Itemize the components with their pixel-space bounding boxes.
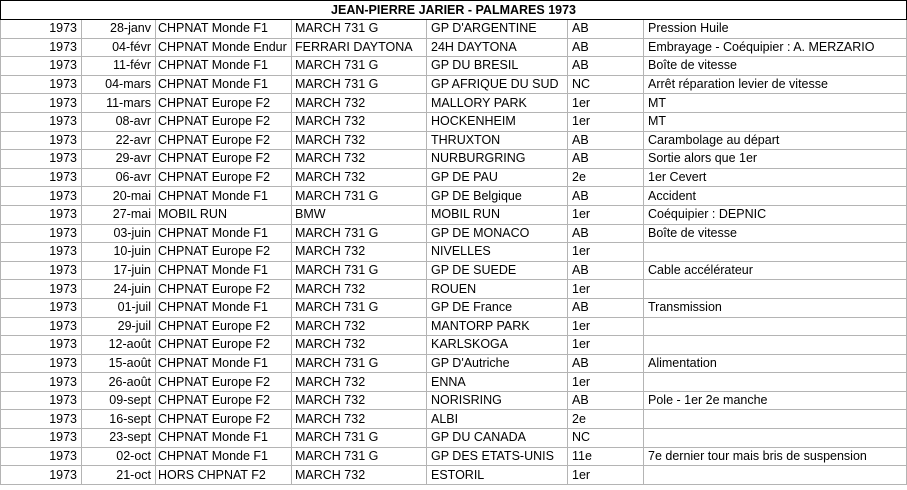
date-cell[interactable]: 29-juil xyxy=(82,317,156,336)
event-cell[interactable]: MANTORP PARK xyxy=(427,317,568,336)
event-cell[interactable]: ALBI xyxy=(427,410,568,429)
car-cell[interactable]: FERRARI DAYTONA xyxy=(292,38,427,57)
category-cell[interactable]: CHPNAT Monde F1 xyxy=(156,298,292,317)
event-cell[interactable]: 24H DAYTONA xyxy=(427,38,568,57)
result-cell[interactable]: AB xyxy=(568,261,644,280)
date-cell[interactable]: 28-janv xyxy=(82,20,156,39)
result-cell[interactable]: 1er xyxy=(568,112,644,131)
car-cell[interactable]: MARCH 731 G xyxy=(292,187,427,206)
date-cell[interactable]: 22-avr xyxy=(82,131,156,150)
result-cell[interactable]: 1er xyxy=(568,280,644,299)
notes-cell[interactable]: Carambolage au départ xyxy=(644,131,907,150)
table-row xyxy=(1,354,907,373)
notes-cell[interactable] xyxy=(644,336,907,355)
year-cell[interactable]: 1973 xyxy=(1,168,82,187)
category-cell[interactable]: CHPNAT Monde F1 xyxy=(156,224,292,243)
car-cell[interactable]: MARCH 731 G xyxy=(292,261,427,280)
result-cell[interactable]: 2e xyxy=(568,410,644,429)
year-cell[interactable]: 1973 xyxy=(1,112,82,131)
car-cell[interactable]: MARCH 732 xyxy=(292,131,427,150)
result-cell[interactable]: AB xyxy=(568,150,644,169)
category-cell[interactable]: CHPNAT Europe F2 xyxy=(156,150,292,169)
result-cell[interactable]: AB xyxy=(568,298,644,317)
event-cell[interactable]: NIVELLES xyxy=(427,243,568,262)
year-cell[interactable]: 1973 xyxy=(1,187,82,206)
table-row xyxy=(1,447,907,466)
table-row xyxy=(1,57,907,76)
table-row xyxy=(1,20,907,39)
event-cell[interactable]: GP D'Autriche xyxy=(427,354,568,373)
category-cell[interactable]: CHPNAT Europe F2 xyxy=(156,112,292,131)
date-cell[interactable]: 02-oct xyxy=(82,447,156,466)
table-row xyxy=(1,131,907,150)
event-cell[interactable]: ENNA xyxy=(427,373,568,392)
result-cell[interactable]: 1er xyxy=(568,336,644,355)
category-cell[interactable]: HORS CHPNAT F2 xyxy=(156,466,292,485)
category-cell[interactable]: CHPNAT Monde F1 xyxy=(156,261,292,280)
table-row xyxy=(1,298,907,317)
year-cell[interactable]: 1973 xyxy=(1,75,82,94)
car-cell[interactable]: BMW xyxy=(292,205,427,224)
table-row xyxy=(1,280,907,299)
year-cell[interactable]: 1973 xyxy=(1,298,82,317)
notes-cell[interactable]: MT xyxy=(644,94,907,113)
date-cell[interactable]: 17-juin xyxy=(82,261,156,280)
year-cell[interactable]: 1973 xyxy=(1,38,82,57)
table-row xyxy=(1,94,907,113)
table-row xyxy=(1,261,907,280)
result-cell[interactable]: AB xyxy=(568,57,644,76)
car-cell[interactable]: MARCH 732 xyxy=(292,112,427,131)
notes-cell[interactable]: Sortie alors que 1er xyxy=(644,150,907,169)
category-cell[interactable]: CHPNAT Monde F1 xyxy=(156,354,292,373)
notes-cell[interactable] xyxy=(644,373,907,392)
category-cell[interactable]: CHPNAT Europe F2 xyxy=(156,391,292,410)
result-cell[interactable]: 1er xyxy=(568,373,644,392)
year-cell[interactable]: 1973 xyxy=(1,94,82,113)
date-cell[interactable]: 04-févr xyxy=(82,38,156,57)
notes-cell[interactable]: Boîte de vitesse xyxy=(644,224,907,243)
date-cell[interactable]: 23-sept xyxy=(82,429,156,448)
event-cell[interactable]: GP DU CANADA xyxy=(427,429,568,448)
car-cell[interactable]: MARCH 732 xyxy=(292,391,427,410)
date-cell[interactable]: 21-oct xyxy=(82,466,156,485)
car-cell[interactable]: MARCH 732 xyxy=(292,168,427,187)
event-cell[interactable]: KARLSKOGA xyxy=(427,336,568,355)
table-row xyxy=(1,205,907,224)
category-cell[interactable]: CHPNAT Europe F2 xyxy=(156,94,292,113)
category-cell[interactable]: CHPNAT Europe F2 xyxy=(156,280,292,299)
result-cell[interactable]: AB xyxy=(568,187,644,206)
date-cell[interactable]: 04-mars xyxy=(82,75,156,94)
notes-cell[interactable]: Arrêt réparation levier de vitesse xyxy=(644,75,907,94)
car-cell[interactable]: MARCH 732 xyxy=(292,150,427,169)
category-cell[interactable]: CHPNAT Monde F1 xyxy=(156,20,292,39)
event-cell[interactable]: ROUEN xyxy=(427,280,568,299)
date-cell[interactable]: 27-mai xyxy=(82,205,156,224)
date-cell[interactable]: 29-avr xyxy=(82,150,156,169)
result-cell[interactable]: NC xyxy=(568,75,644,94)
result-cell[interactable]: 2e xyxy=(568,168,644,187)
result-cell[interactable]: AB xyxy=(568,224,644,243)
date-cell[interactable]: 06-avr xyxy=(82,168,156,187)
category-cell[interactable]: CHPNAT Monde F1 xyxy=(156,75,292,94)
notes-cell[interactable]: Transmission xyxy=(644,298,907,317)
car-cell[interactable]: MARCH 732 xyxy=(292,280,427,299)
result-cell[interactable]: 1er xyxy=(568,243,644,262)
year-cell[interactable]: 1973 xyxy=(1,261,82,280)
year-cell[interactable]: 1973 xyxy=(1,205,82,224)
title-row xyxy=(1,1,907,20)
car-cell[interactable]: MARCH 732 xyxy=(292,466,427,485)
category-cell[interactable]: CHPNAT Monde F1 xyxy=(156,187,292,206)
notes-cell[interactable] xyxy=(644,466,907,485)
date-cell[interactable]: 10-juin xyxy=(82,243,156,262)
table-title: JEAN-PIERRE JARIER - PALMARES 1973 xyxy=(1,1,907,20)
result-cell[interactable]: AB xyxy=(568,20,644,39)
car-cell[interactable]: MARCH 731 G xyxy=(292,447,427,466)
year-cell[interactable]: 1973 xyxy=(1,280,82,299)
date-cell[interactable]: 16-sept xyxy=(82,410,156,429)
year-cell[interactable]: 1973 xyxy=(1,224,82,243)
date-cell[interactable]: 26-août xyxy=(82,373,156,392)
date-cell[interactable]: 15-août xyxy=(82,354,156,373)
year-cell[interactable]: 1973 xyxy=(1,410,82,429)
notes-cell[interactable]: Cable accélérateur xyxy=(644,261,907,280)
category-cell[interactable]: CHPNAT Monde F1 xyxy=(156,429,292,448)
category-cell[interactable]: CHPNAT Europe F2 xyxy=(156,336,292,355)
car-cell[interactable]: MARCH 731 G xyxy=(292,354,427,373)
year-cell[interactable]: 1973 xyxy=(1,466,82,485)
table-row xyxy=(1,410,907,429)
date-cell[interactable]: 09-sept xyxy=(82,391,156,410)
date-cell[interactable]: 20-mai xyxy=(82,187,156,206)
event-cell[interactable]: NORISRING xyxy=(427,391,568,410)
category-cell[interactable]: CHPNAT Monde Endur xyxy=(156,38,292,57)
table-row xyxy=(1,112,907,131)
table-row xyxy=(1,466,907,485)
result-cell[interactable]: AB xyxy=(568,38,644,57)
category-cell[interactable]: CHPNAT Europe F2 xyxy=(156,373,292,392)
notes-cell[interactable] xyxy=(644,429,907,448)
result-cell[interactable]: NC xyxy=(568,429,644,448)
category-cell[interactable]: CHPNAT Monde F1 xyxy=(156,57,292,76)
category-cell[interactable]: CHPNAT Europe F2 xyxy=(156,168,292,187)
result-cell[interactable]: 1er xyxy=(568,466,644,485)
car-cell[interactable]: MARCH 731 G xyxy=(292,298,427,317)
table-row xyxy=(1,150,907,169)
date-cell[interactable]: 24-juin xyxy=(82,280,156,299)
car-cell[interactable]: MARCH 731 G xyxy=(292,75,427,94)
event-cell[interactable]: GP DES ETATS-UNIS xyxy=(427,447,568,466)
result-cell[interactable]: 1er xyxy=(568,94,644,113)
result-cell[interactable]: AB xyxy=(568,391,644,410)
category-cell[interactable]: CHPNAT Europe F2 xyxy=(156,317,292,336)
table-row xyxy=(1,168,907,187)
event-cell[interactable]: HOCKENHEIM xyxy=(427,112,568,131)
year-cell[interactable]: 1973 xyxy=(1,373,82,392)
table-row xyxy=(1,336,907,355)
table-row xyxy=(1,187,907,206)
year-cell[interactable]: 1973 xyxy=(1,336,82,355)
category-cell[interactable]: CHPNAT Europe F2 xyxy=(156,410,292,429)
table-row xyxy=(1,391,907,410)
notes-cell[interactable]: Coéquipier : DEPNIC xyxy=(644,205,907,224)
table-row xyxy=(1,75,907,94)
table-row xyxy=(1,243,907,262)
year-cell[interactable]: 1973 xyxy=(1,243,82,262)
notes-cell[interactable]: Alimentation xyxy=(644,354,907,373)
table-row xyxy=(1,38,907,57)
car-cell[interactable]: MARCH 731 G xyxy=(292,224,427,243)
car-cell[interactable]: MARCH 732 xyxy=(292,243,427,262)
car-cell[interactable]: MARCH 731 G xyxy=(292,20,427,39)
car-cell[interactable]: MARCH 731 G xyxy=(292,429,427,448)
category-cell[interactable]: CHPNAT Europe F2 xyxy=(156,131,292,150)
date-cell[interactable]: 03-juin xyxy=(82,224,156,243)
event-cell[interactable]: GP DE Belgique xyxy=(427,187,568,206)
notes-cell[interactable]: Embrayage - Coéquipier : A. MERZARIO xyxy=(644,38,907,57)
result-cell[interactable]: AB xyxy=(568,354,644,373)
date-cell[interactable]: 12-août xyxy=(82,336,156,355)
car-cell[interactable]: MARCH 732 xyxy=(292,373,427,392)
result-cell[interactable]: 1er xyxy=(568,317,644,336)
event-cell[interactable]: GP DE France xyxy=(427,298,568,317)
car-cell[interactable]: MARCH 732 xyxy=(292,94,427,113)
result-cell[interactable]: 11e xyxy=(568,447,644,466)
event-cell[interactable]: GP DU BRESIL xyxy=(427,57,568,76)
year-cell[interactable]: 1973 xyxy=(1,429,82,448)
notes-cell[interactable]: MT xyxy=(644,112,907,131)
notes-cell[interactable] xyxy=(644,243,907,262)
notes-cell[interactable]: 7e dernier tour mais bris de suspension xyxy=(644,447,907,466)
category-cell[interactable]: CHPNAT Europe F2 xyxy=(156,243,292,262)
car-cell[interactable]: MARCH 732 xyxy=(292,317,427,336)
event-cell[interactable]: GP D'ARGENTINE xyxy=(427,20,568,39)
event-cell[interactable]: GP AFRIQUE DU SUD xyxy=(427,75,568,94)
year-cell[interactable]: 1973 xyxy=(1,317,82,336)
car-cell[interactable]: MARCH 732 xyxy=(292,410,427,429)
notes-cell[interactable]: 1er Cevert xyxy=(644,168,907,187)
result-cell[interactable]: 1er xyxy=(568,205,644,224)
year-cell[interactable]: 1973 xyxy=(1,447,82,466)
table-row xyxy=(1,317,907,336)
year-cell[interactable]: 1973 xyxy=(1,131,82,150)
table-body xyxy=(1,20,907,485)
year-cell[interactable]: 1973 xyxy=(1,20,82,39)
table-row xyxy=(1,224,907,243)
date-cell[interactable]: 01-juil xyxy=(82,298,156,317)
event-cell[interactable]: GP DE MONACO xyxy=(427,224,568,243)
event-cell[interactable]: GP DE PAU xyxy=(427,168,568,187)
table-row xyxy=(1,373,907,392)
year-cell[interactable]: 1973 xyxy=(1,57,82,76)
event-cell[interactable]: THRUXTON xyxy=(427,131,568,150)
event-cell[interactable]: MALLORY PARK xyxy=(427,94,568,113)
date-cell[interactable]: 11-févr xyxy=(82,57,156,76)
result-cell[interactable]: AB xyxy=(568,131,644,150)
event-cell[interactable]: NURBURGRING xyxy=(427,150,568,169)
car-cell[interactable]: MARCH 731 G xyxy=(292,57,427,76)
car-cell[interactable]: MARCH 732 xyxy=(292,336,427,355)
notes-cell[interactable]: Boîte de vitesse xyxy=(644,57,907,76)
year-cell[interactable]: 1973 xyxy=(1,150,82,169)
event-cell[interactable]: ESTORIL xyxy=(427,466,568,485)
date-cell[interactable]: 08-avr xyxy=(82,112,156,131)
notes-cell[interactable]: Pole - 1er 2e manche xyxy=(644,391,907,410)
year-cell[interactable]: 1973 xyxy=(1,391,82,410)
notes-cell[interactable] xyxy=(644,410,907,429)
category-cell[interactable]: MOBIL RUN xyxy=(156,205,292,224)
notes-cell[interactable]: Pression Huile xyxy=(644,20,907,39)
notes-cell[interactable] xyxy=(644,280,907,299)
category-cell[interactable]: CHPNAT Monde F1 xyxy=(156,447,292,466)
date-cell[interactable]: 11-mars xyxy=(82,94,156,113)
notes-cell[interactable]: Accident xyxy=(644,187,907,206)
year-cell[interactable]: 1973 xyxy=(1,354,82,373)
event-cell[interactable]: GP DE SUEDE xyxy=(427,261,568,280)
notes-cell[interactable] xyxy=(644,317,907,336)
table-row xyxy=(1,429,907,448)
event-cell[interactable]: MOBIL RUN xyxy=(427,205,568,224)
